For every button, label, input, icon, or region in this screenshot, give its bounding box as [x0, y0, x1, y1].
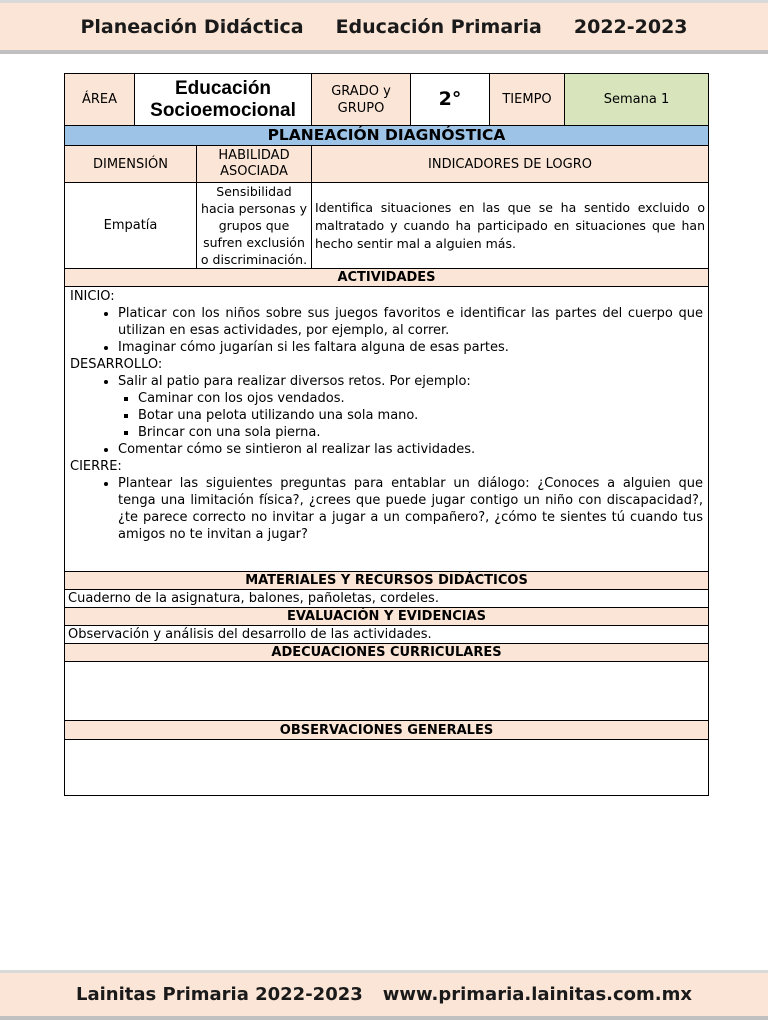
desarrollo-label: DESARROLLO: — [70, 357, 163, 372]
cierre-item: • Plantear las siguientes preguntas para entablar un diálogo: ¿Conoces a alguien que tenga una limitación física?, ¿crees que puede jugar contigo un niño con discapacidad?, ¿te parece correcto no invitar a jugar a un compañero?, ¿cómo te sientes tú cuando tus amigos no te invitan a jugar? — [118, 475, 703, 543]
evaluacion-label: EVALUACIÓN Y EVIDENCIAS — [65, 608, 709, 626]
desarrollo-subitem: ▪ Caminar con los ojos vendados. — [138, 390, 703, 407]
indicadores-value: Identifica situaciones en las que se ha sentido excluido o maltratado y cuando ha participado en situaciones que han hecho sentir mal a alguien más. — [312, 183, 709, 269]
habilidad-value: Sensibilidad hacia personas y grupos que sufren exclusión o discriminación. — [197, 183, 312, 269]
grado-label: GRADO y GRUPO — [312, 74, 411, 126]
dimension-label: DIMENSIÓN — [65, 146, 197, 183]
area-value: Educación Socioemocional — [135, 74, 312, 126]
desarrollo-item: • Comentar cómo se sintieron al realizar las actividades. — [118, 441, 703, 458]
desarrollo-item — [118, 373, 703, 441]
section-title: PLANEACIÓN DIAGNÓSTICA — [65, 126, 709, 146]
cierre-label: CIERRE: — [70, 459, 122, 474]
activities-content — [65, 287, 709, 572]
inicio-label: INICIO: — [70, 289, 115, 304]
habilidad-label: HABILIDAD ASOCIADA — [197, 146, 312, 183]
tiempo-value: Semana 1 — [565, 74, 709, 126]
footer-url[interactable]: www.primaria.lainitas.com.mx — [382, 984, 692, 1005]
area-label: ÁREA — [65, 74, 135, 126]
evaluacion-value: Observación y análisis del desarrollo de las actividades. — [65, 626, 709, 644]
materiales-label: MATERIALES Y RECURSOS DIDÁCTICOS — [65, 572, 709, 590]
materiales-value: Cuaderno de la asignatura, balones, pañoletas, cordeles. — [65, 590, 709, 608]
actividades-label: ACTIVIDADES — [65, 269, 709, 287]
inicio-item: • Platicar con los niños sobre sus juegos favoritos e identificar las partes del cuerpo que utilizan en esas actividades, por ejemplo, al correr. — [118, 305, 703, 339]
adecuaciones-content — [65, 662, 709, 721]
desarrollo-subitem: ▪ Botar una pelota utilizando una sola mano. — [138, 407, 703, 424]
observaciones-content — [65, 740, 709, 796]
education-level: Educación Primaria — [335, 15, 542, 38]
inicio-item: • Imaginar cómo jugarían si les faltara alguna de esas partes. — [118, 339, 703, 356]
grado-value: 2° — [411, 74, 490, 126]
indicadores-label: INDICADORES DE LOGRO — [312, 146, 709, 183]
desarrollo-item-text: Salir al patio para realizar diversos retos. Por ejemplo: — [118, 374, 471, 389]
footer-site-name: Lainitas Primaria 2022-2023 — [76, 984, 363, 1005]
planning-table — [64, 73, 709, 796]
tiempo-label: TIEMPO — [490, 74, 565, 126]
dimension-value: Empatía — [65, 183, 197, 269]
adecuaciones-label: ADECUACIONES CURRICULARES — [65, 644, 709, 662]
school-year: 2022-2023 — [573, 15, 688, 38]
desarrollo-subitem: ▪ Brincar con una sola pierna. — [138, 424, 703, 441]
document-title: Planeación Didáctica — [80, 15, 304, 38]
observaciones-label: OBSERVACIONES GENERALES — [65, 721, 709, 740]
header-banner — [0, 0, 768, 54]
footer-banner — [0, 970, 768, 1020]
